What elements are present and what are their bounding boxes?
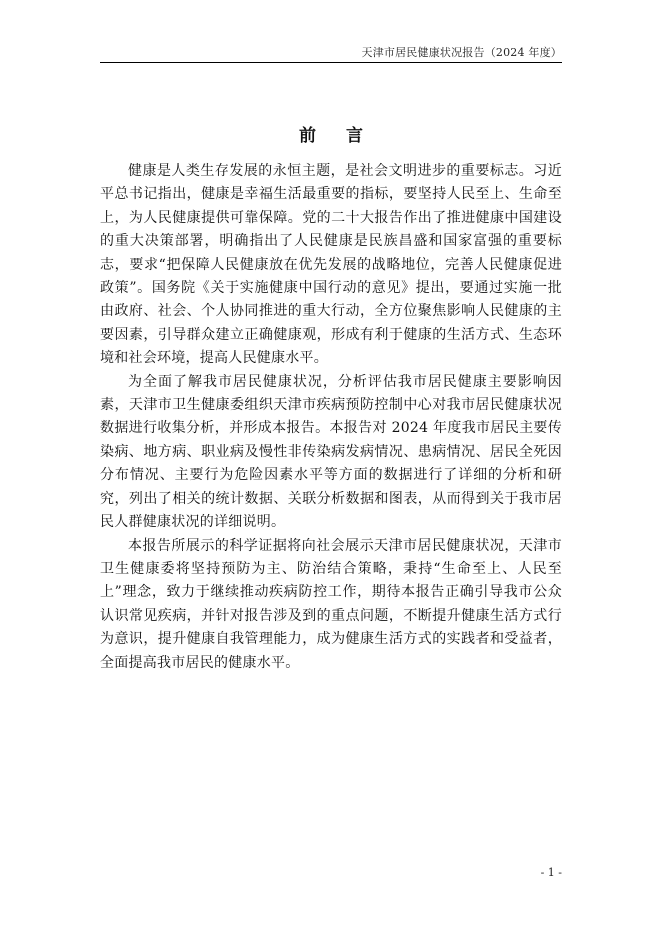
page-number: - 1 -	[540, 866, 562, 879]
paragraph-3: 本报告所展示的科学证据将向社会展示天津市居民健康状况，天津市卫生健康委将坚持预防为主、防治结合策略，秉持“生命至上、人民至上”理念，致力于继续推动疾病防控工作，期待本报告正确引导我市公众认识常见疾病，并针对报告涉及到的重点问题，不断提升健康生活方式行为意识，提升健康自我管理能力，成为健康生活方式的实践者和受益者，全面提高我市居民的健康水平。	[100, 537, 562, 671]
page-title: 前 言	[299, 126, 375, 147]
paragraph-2: 为全面了解我市居民健康状况，分析评估我市居民健康主要影响因素，天津市卫生健康委组织天津市疾病预防控制中心对我市居民健康状况数据进行收集分析，并形成本报告。本报告对 2024 年度我市居民主要传染病、地方病、职业病及慢性非传染病发病情况、患病情况、居民全死因分布情况、主要行为危险因素水平等方面的数据进行了详细的分析和研究，列出了相关的统计数据、关联分析数据和图表，从而得到关于我市居民人群健康状况的详细说明。	[100, 373, 562, 531]
header-rule	[100, 62, 562, 63]
paragraph-1: 健康是人类生存发展的永恒主题，是社会文明进步的重要标志。习近平总书记指出，健康是幸福生活最重要的指标，要坚持人民至上、生命至上，为人民健康提供可靠保障。党的二十大报告作出了推进健康中国建设的重大决策部署，明确指出了人民健康是民族昌盛和国家富强的重要标志，要求“把保障人民健康放在优先发展的战略地位，完善人民健康促进政策”。国务院《关于实施健康中国行动的意见》提出，要通过实施一批由政府、社会、个人协同推进的重大行动，全方位聚焦影响人民健康的主要因素，引导群众建立正确健康观，形成有利于健康的生活方式、生态环境和社会环境，提高人民健康水平。	[100, 163, 562, 367]
running-header: 天津市居民健康状况报告（2024 年度）	[361, 46, 562, 59]
document-body	[100, 160, 562, 675]
